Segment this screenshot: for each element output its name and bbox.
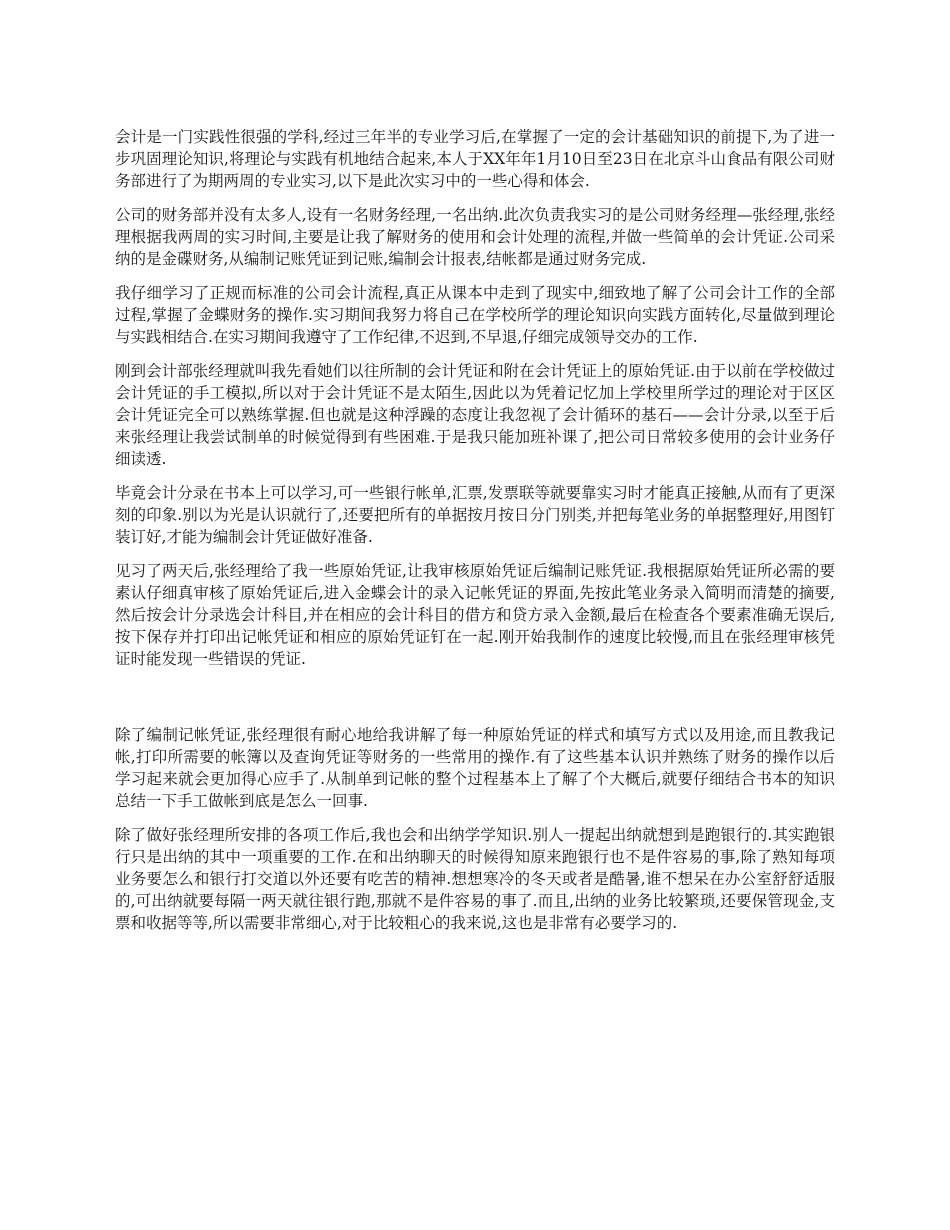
paragraph-3: 我仔细学习了正规而标准的公司会计流程,真正从课本中走到了现实中,细致地了解了公司会计工作的全部过程,掌握了金蝶财务的操作.实习期间我努力将自己在学校所学的理论知识向实践方面转化,尽量做到理论与实践相结合.在实习期间我遵守了工作纪律,不迟到,不早退,仔细完成领导交办的工作.: [115, 284, 835, 346]
paragraph-8: 除了做好张经理所安排的各项工作后,我也会和出纳学学知识.别人一提起出纳就想到是跑银行的.其实跑银行只是出纳的其中一项重要的工作.在和出纳聊天的时候得知原来跑银行也不是件容易的事,除了熟知每项业务要怎么和银行打交道以外还要有吃苦的精神.想想寒冷的冬天或者是酷暑,谁不想呆在办公室舒舒适服的,可出纳就要每隔一两天就往银行跑,那就不是件容易的事了.而且,出纳的业务比较繁琐,还要保管现金,支票和收据等等,所以需要非常细心,对于比较粗心的我来说,这也是非常有必要学习的.: [115, 826, 835, 932]
paragraph-6: 见习了两天后,张经理给了我一些原始凭证,让我审核原始凭证后编制记账凭证.我根据原始凭证所必需的要素认仔细真审核了原始凭证后,进入金蝶会计的录入记帐凭证的界面,先按此笔业务录入简明而清楚的摘要,然后按会计分录选会计科目,并在相应的会计科目的借方和贷方录入金额,最后在检查各个要素准确无误后,按下保存并打印出记帐凭证和相应的原始凭证钉在一起.刚开始我制作的速度比较慢,而且在张经理审核凭证时能发现一些错误的凭证.: [115, 562, 835, 668]
document-body: [115, 126, 835, 946]
paragraph-7: 除了编制记帐凭证,张经理很有耐心地给我讲解了每一种原始凭证的样式和填写方式以及用途,而且教我记帐,打印所需要的帐簿以及查询凭证等财务的一些常用的操作.有了这些基本认识并熟练了财务的操作以后学习起来就会更加得心应手了.从制单到记帐的整个过程基本上了解了个大概后,就要仔细结合书本的知识总结一下手工做帐到底是怎么一回事.: [115, 726, 835, 810]
paragraph-5: 毕竟会计分录在书本上可以学习,可一些银行帐单,汇票,发票联等就要靠实习时才能真正接触,从而有了更深刻的印象.别以为光是认识就行了,还要把所有的单据按月按日分门别类,并把每笔业务的单据整理好,用图钉装订好,才能为编制会计凭证做好准备.: [115, 484, 835, 546]
paragraph-4: 刚到会计部张经理就叫我先看她们以往所制的会计凭证和附在会计凭证上的原始凭证.由于以前在学校做过会计凭证的手工模拟,所以对于会计凭证不是太陌生,因此以为凭着记忆加上学校里所学过的理论对于区区会计凭证完全可以熟练掌握.但也就是这种浮躁的态度让我忽视了会计循环的基石——会计分录,以至于后来张经理让我尝试制单的时候觉得到有些困难.于是我只能加班补课了,把公司日常较多使用的会计业务仔细读透.: [115, 362, 835, 468]
paragraph-2: 公司的财务部并没有太多人,设有一名财务经理,一名出纳.此次负责我实习的是公司财务经理—张经理,张经理根据我两周的实习时间,主要是让我了解财务的使用和会计处理的流程,并做一些简单的会计凭证.公司采纳的是金碟财务,从编制记账凭证到记账,编制会计报表,结帐都是通过财务完成.: [115, 206, 835, 268]
paragraph-1: 会计是一门实践性很强的学科,经过三年半的专业学习后,在掌握了一定的会计基础知识的前提下,为了进一步巩固理论知识,将理论与实践有机地结合起来,本人于XX年年1月10日至23日在北京斗山食品有限公司财务部进行了为期两周的专业实习,以下是此次实习中的一些心得和体会.: [115, 128, 835, 190]
